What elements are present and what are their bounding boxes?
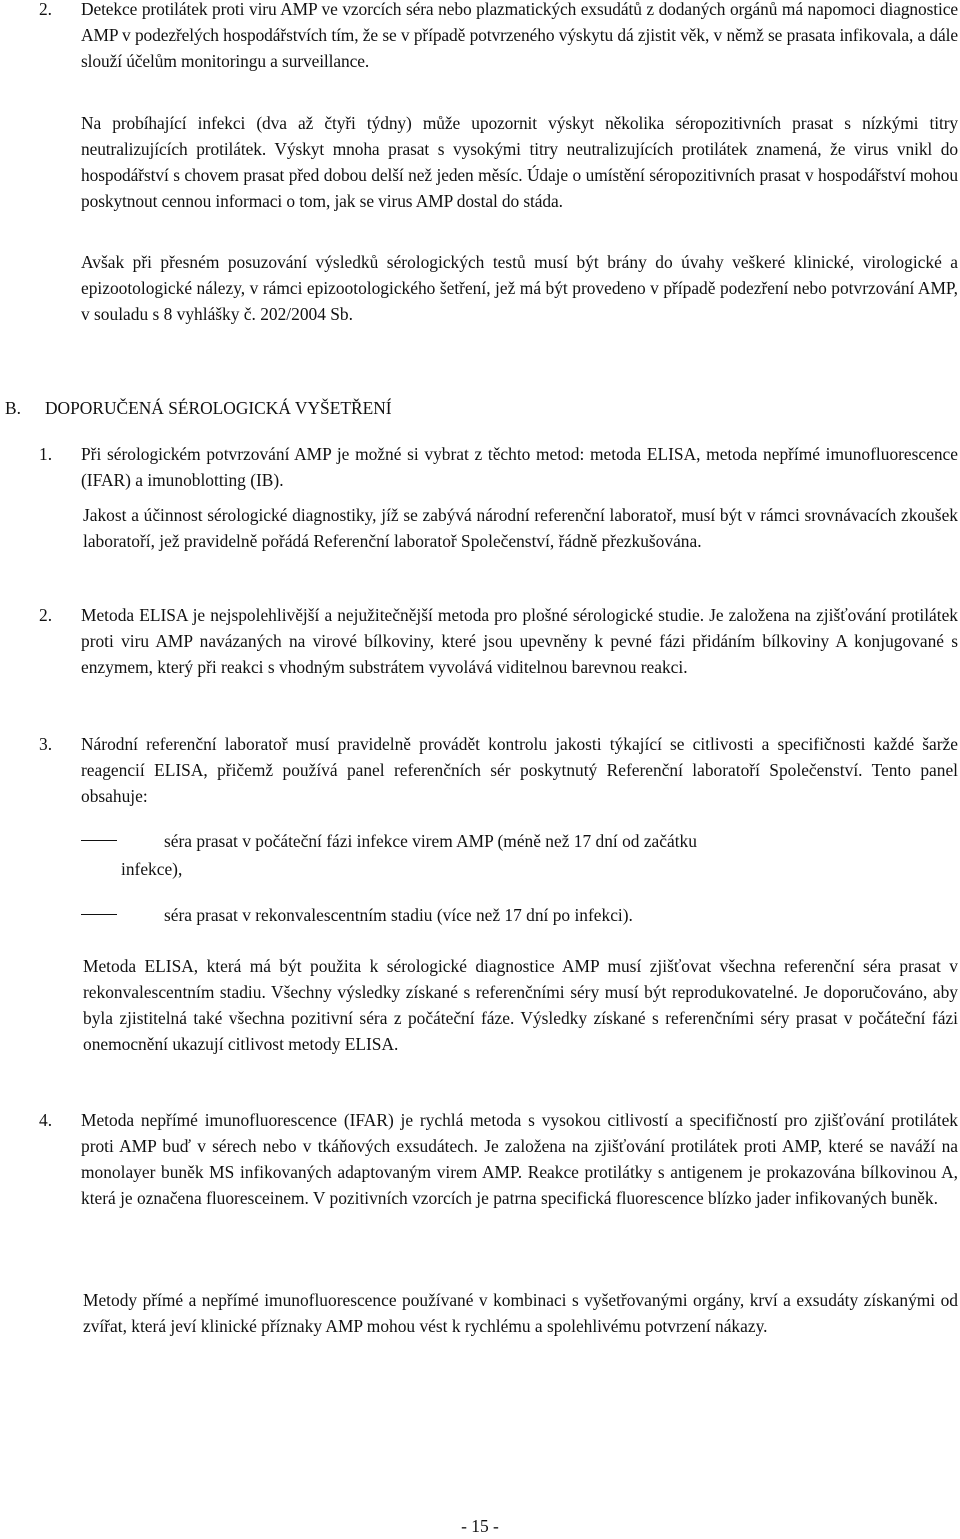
item-2-paragraph-1	[39, 0, 958, 74]
section-b-title: DOPORUČENÁ SÉROLOGICKÁ VYŠETŘENÍ	[45, 398, 392, 418]
item-2-text-1: Detekce protilátek proti viru AMP ve vzorcích séra nebo plazmatických exsudátů z dodaných orgánů má napomoci diagnostice AMP v podezřelých hospodářstvích tím, že se v případě potvrzeného výskytu dá zjistit věk, v němž se prasata infikovala, a dále slouží účelům monitoringu a surveillance.	[81, 0, 958, 71]
item-2-paragraph-2: Na probíhající infekci (dva až čtyři týdny) může upozornit výskyt několika séropozitivních prasat s nízkými titry neutralizujících protilátek. Výskyt mnoha prasat s vysokými titry neutralizujících protilátek znamená, že virus vnikl do hospodářství s chovem prasat před dobou delší než jeden měsíc. Údaje o umístění séropozitivních prasat v hospodářství mohou poskytnout cennou informaci o tom, jak se virus AMP dostal do stáda.	[81, 113, 958, 211]
item-b1-number: 1.	[39, 444, 53, 464]
item-b2-paragraph-1	[39, 602, 958, 680]
bullet-dash-1	[81, 840, 117, 841]
item-b4-paragraph-2: Metody přímé a nepřímé imunofluorescence používané v kombinaci s vyšetřovanými orgány, krví a exsudáty získanými od zvířat, která jeví klinické příznaky AMP mohou vést k rychlému a spolehlivému potvrzení nákazy.	[83, 1290, 958, 1336]
page-number: - 15 -	[461, 1516, 499, 1536]
item-b2-number: 2.	[39, 605, 53, 625]
item-b3-text-1: Národní referenční laboratoř musí pravidelně provádět kontrolu jakosti týkající se citlivosti a specifičnosti každé šarže reagencií ELISA, přičemž používá panel referenčních sér poskytnutý Referenční laboratoří Společenství. Tento panel obsahuje:	[81, 734, 958, 806]
item-b4-paragraph-1	[39, 1107, 958, 1211]
item-b4-text-1: Metoda nepřímé imunofluorescence (IFAR) je rychlá metoda s vysokou citlivostí a specifičností pro zjišťování protilátek proti AMP buď v sérech nebo v tkáňových exsudátech. Je založena na zjišťování protilátek proti AMP, které se naváží na monolayer buněk MS infikovaných adaptovaným virem AMP. Reakce protilátky s antigenem je prokazována bílkovinou A, která je označena fluoresceinem. V pozitivních vzorcích je patrna specifická fluorescence blízko jader infikovaných buněk.	[81, 1110, 958, 1208]
section-b-letter: B.	[5, 398, 21, 418]
item-b1-paragraph-1	[39, 441, 958, 493]
item-b3-bullet-1-line-1: séra prasat v počáteční fázi infekce virem AMP (méně než 17 dní od začátku	[164, 831, 697, 851]
item-b1-paragraph-2: Jakost a účinnost sérologické diagnostiky, jíž se zabývá národní referenční laboratoř, musí být v rámci srovnávacích zkoušek laboratoří, jež pravidelně pořádá Referenční laboratoř Společenství, řádně přezkušována.	[83, 505, 958, 551]
item-b3-number: 3.	[39, 734, 53, 754]
item-2-number: 2.	[39, 0, 52, 19]
item-b3-paragraph-2: Metoda ELISA, která má být použita k sérologické diagnostice AMP musí zjišťovat všechna referenční séra prasat v rekonvalescentním stadiu. Všechny výsledky získané s referenčními séry musí být reprodukovatelné. Je doporučováno, aby byla zjistitelná také všechna pozitivní séra z počáteční fáze. Výsledky získané s referenčními séry prasat v počáteční fázi onemocnění ukazují citlivost metody ELISA.	[83, 956, 958, 1054]
item-b4-number: 4.	[39, 1110, 53, 1130]
item-b3-paragraph-1	[39, 731, 958, 809]
item-b1-text-1: Při sérologickém potvrzování AMP je možné si vybrat z těchto metod: metoda ELISA, metoda nepřímé imunofluorescence (IFAR) a imunoblotting (IB).	[81, 444, 958, 490]
item-b2-text-1: Metoda ELISA je nejspolehlivější a nejužitečnější metoda pro plošné sérologické studie. Je založena na zjišťování protilátek proti viru AMP navázaných na virové bílkoviny, které jsou upevněny k pevné fázi přidáním bílkoviny A konjugované s enzymem, který při reakci s vhodným substrátem vyvolává viditelnou barevnou reakci.	[81, 605, 958, 677]
item-b3-bullet-2: séra prasat v rekonvalescentním stadiu (více než 17 dní po infekci).	[164, 905, 633, 925]
item-b3-bullet-1-line-2: infekce),	[121, 859, 183, 879]
section-b-heading	[5, 395, 392, 421]
item-2-paragraph-3: Avšak při přesném posuzování výsledků sérologických testů musí být brány do úvahy veškeré klinické, virologické a epizootologické nálezy, v rámci epizootologického šetření, jež má být provedeno v případě podezření nebo potvrzování AMP, v souladu s 8 vyhlášky č. 202/2004 Sb.	[81, 252, 958, 324]
bullet-dash-2	[81, 914, 117, 915]
